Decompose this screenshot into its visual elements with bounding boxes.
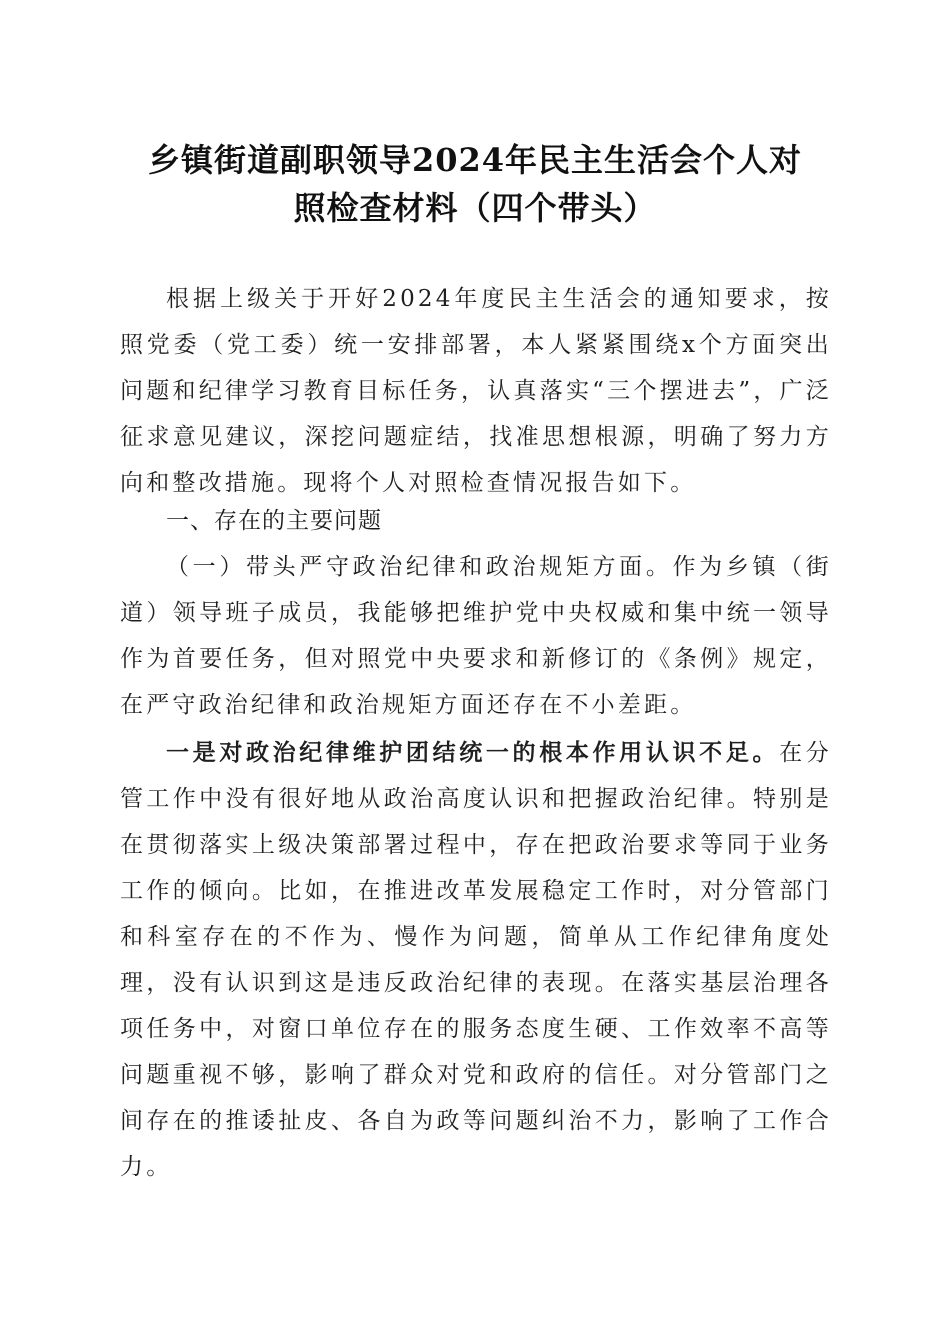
subsection-1-block	[120, 544, 832, 728]
point-1-block	[120, 730, 832, 1190]
title-line-1: 乡镇街道副职领导2024年民主生活会个人对	[147, 141, 803, 179]
document-title	[100, 136, 850, 232]
subsection-1-body: 作为乡镇（街道）领导班子成员，我能够把维护党中央权威和集中统一领导作为首要任务，但对照党中央要求和新修订的《条例》规定，在严守政治纪律和政治规矩方面还存在不小差距。	[120, 554, 832, 718]
point-1-body: 在分管工作中没有很好地从政治高度认识和把握政治纪律。特别是在贯彻落实上级决策部署过程中，存在把政治要求等同于业务工作的倾向。比如，在推进改革发展稳定工作时，对分管部门和科室存在的不作为、慢作为问题，简单从工作纪律角度处理，没有认识到这是违反政治纪律的表现。在落实基层治理各项任务中，对窗口单位存在的服务态度生硬、工作效率不高等问题重视不够，影响了群众对党和政府的信任。对分管部门之间存在的推诿扯皮、各自为政等问题纠治不力，影响了工作合力。	[120, 740, 832, 1180]
section-heading: 一、存在的主要问题	[166, 508, 382, 534]
intro-paragraph-block	[120, 276, 832, 506]
point-1-lead: 一是对政治纪律维护团结统一的根本作用认识不足。	[166, 739, 780, 766]
point-1-paragraph	[120, 730, 832, 1190]
intro-paragraph: 根据上级关于开好2024年度民主生活会的通知要求，按照党委（党工委）统一安排部署，本人紧紧围绕x个方面突出问题和纪律学习教育目标任务，认真落实“三个摆进去”，广泛征求意见建议，深挖问题症结，找准思想根源，明确了努力方向和整改措施。现将个人对照检查情况报告如下。	[120, 286, 832, 496]
subsection-1-lead: （一）带头严守政治纪律和政治规矩方面。	[166, 554, 673, 580]
title-line-2: 照检查材料（四个带头）	[293, 189, 657, 227]
subsection-1-paragraph	[120, 544, 832, 728]
